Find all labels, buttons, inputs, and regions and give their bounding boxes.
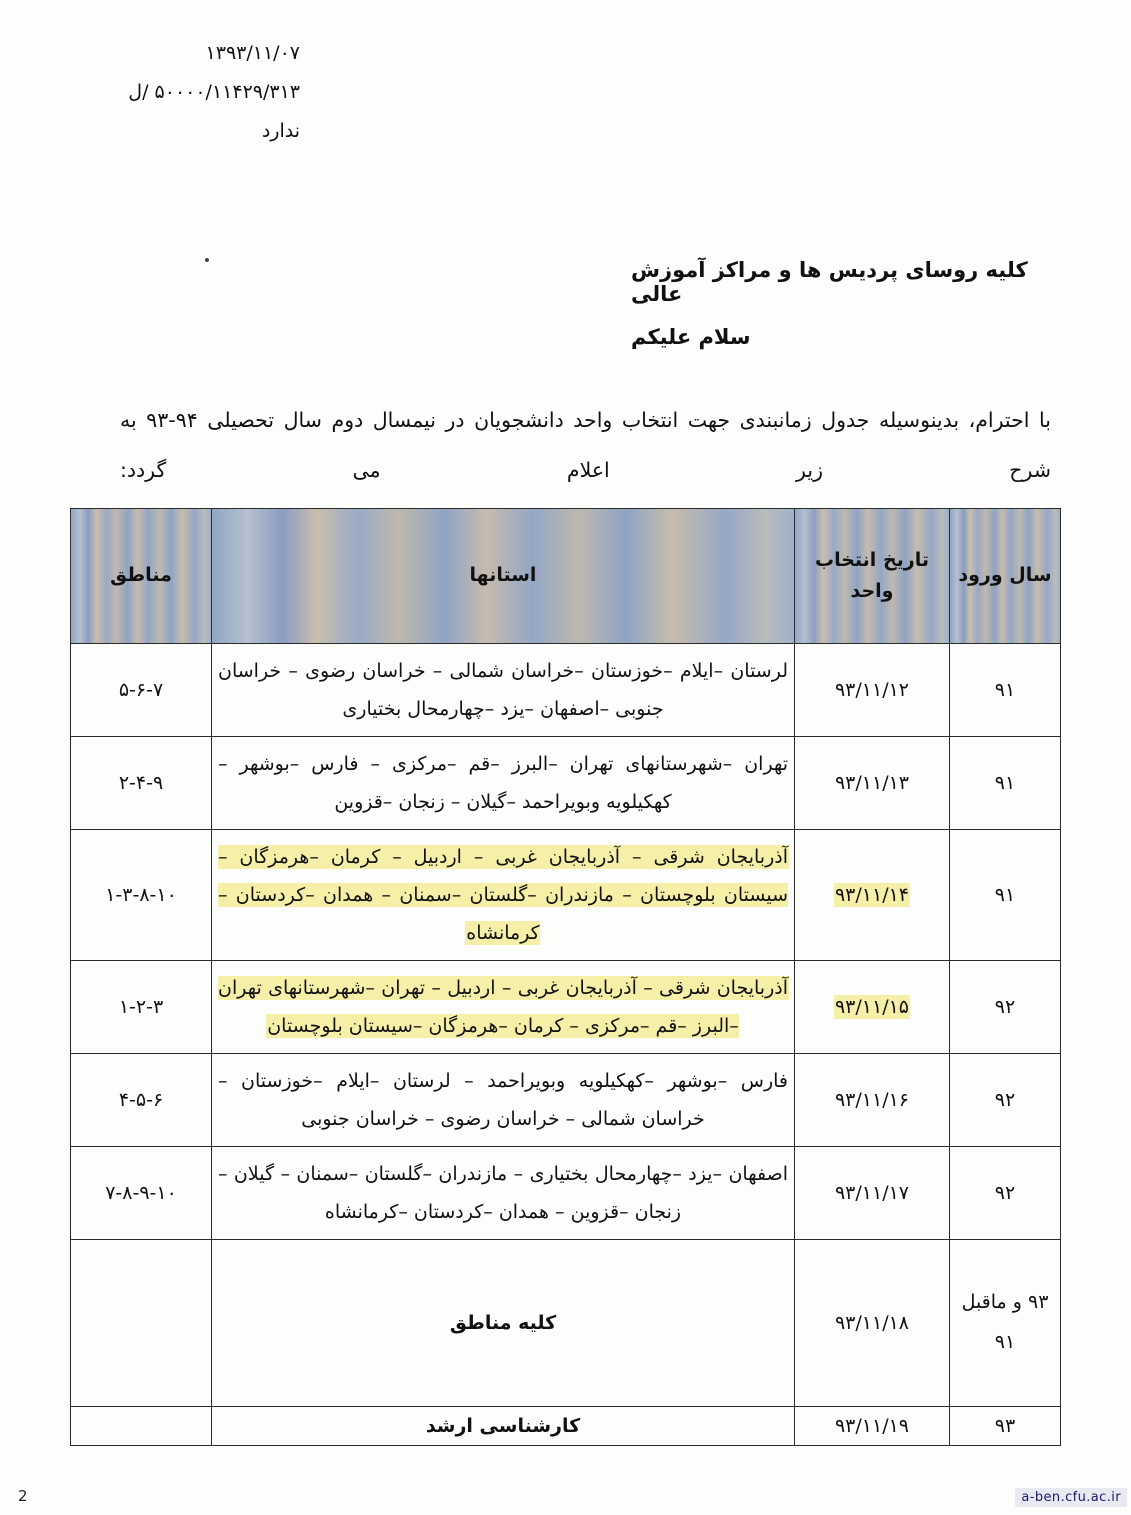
table-row (71, 1240, 1061, 1407)
cell-regions: ۱-۳-۸-۱۰ (71, 830, 212, 961)
letter-date: ۱۳۹۳/۱۱/۰۷ (205, 42, 300, 64)
cell-year: ۹۲ (950, 1147, 1061, 1240)
cell-provinces: تهران –شهرستانهای تهران –البرز –قم –مرکزی – فارس –بوشهر –کهکیلویه وبویراحمد –گیلان – زنجان –قزوین (212, 737, 795, 830)
table-row (71, 830, 1061, 961)
column-header-year: سال ورود (950, 509, 1061, 644)
cell-regions (71, 1240, 212, 1407)
cell-date: ۹۳/۱۱/۱۵ (795, 961, 950, 1054)
cell-provinces: کارشناسی ارشد (212, 1407, 795, 1446)
schedule-table (70, 508, 1061, 1446)
column-header-provinces: استانها (212, 509, 795, 644)
cell-regions: ۵-۶-۷ (71, 644, 212, 737)
cell-year: ۹۱ (950, 737, 1061, 830)
cell-regions: ۴-۵-۶ (71, 1054, 212, 1147)
cell-date: ۹۳/۱۱/۱۹ (795, 1407, 950, 1446)
cell-year: ۹۳ (950, 1407, 1061, 1446)
cell-regions (71, 1407, 212, 1446)
schedule-table-wrapper (70, 508, 1061, 1446)
table-row (71, 737, 1061, 830)
table-header (71, 509, 1061, 644)
salutation-line: سلام علیکم (631, 325, 751, 349)
cell-regions: ۱-۲-۳ (71, 961, 212, 1054)
letter-number: ۵۰۰۰۰/۱۱۴۲۹/۳۱۳ /ل (128, 80, 300, 103)
cell-date: ۹۳/۱۱/۱۲ (795, 644, 950, 737)
cell-date: ۹۳/۱۱/۱۸ (795, 1240, 950, 1407)
table-header-row (71, 509, 1061, 644)
cell-year: ۹۲ (950, 1054, 1061, 1147)
table-row (71, 1054, 1061, 1147)
table-row (71, 1407, 1061, 1446)
cell-year: ۹۱ (950, 830, 1061, 961)
cell-year: ۹۱ (950, 644, 1061, 737)
letter-attachment: ندارد (261, 119, 300, 142)
cell-year: ۹۲ (950, 961, 1061, 1054)
cell-provinces: آذربایجان شرقی – آذربایجان غربی – اردبیل – کرمان –هرمزگان –سیستان بلوچستان – مازندران –گلستان –سمنان – همدان –کردستان –کرمانشاه (212, 830, 795, 961)
cell-provinces: فارس –بوشهر –کهکیلویه وبویراحمد – لرستان –ایلام –خوزستان – خراسان شمالی – خراسان رضوی – خراسان جنوبی (212, 1054, 795, 1147)
page-number: 2 (18, 1487, 28, 1505)
column-header-regions: مناطق (71, 509, 212, 644)
table-body (71, 644, 1061, 1446)
cell-date: ۹۳/۱۱/۱۴ (795, 830, 950, 961)
table-row (71, 961, 1061, 1054)
addressee-line: کلیه روسای پردیس ها و مراکز آموزش عالی (631, 258, 1028, 306)
cell-year: ۹۳ و ماقبل ۹۱ (950, 1240, 1061, 1407)
cell-date: ۹۳/۱۱/۱۳ (795, 737, 950, 830)
column-header-date: تاریخ انتخاب واحد (795, 509, 950, 644)
cell-regions: ۷-۸-۹-۱۰ (71, 1147, 212, 1240)
letterhead (0, 34, 300, 151)
cell-date: ۹۳/۱۱/۱۷ (795, 1147, 950, 1240)
stray-ink-mark (205, 258, 209, 262)
cell-date: ۹۳/۱۱/۱۶ (795, 1054, 950, 1147)
source-url-stamp: a-ben.cfu.ac.ir (1015, 1488, 1127, 1507)
cell-provinces: آذربایجان شرقی – آذربایجان غربی – اردبیل – تهران –شهرستانهای تهران –البرز –قم –مرکزی – کرمان –هرمزگان –سیستان بلوچستان (212, 961, 795, 1054)
table-row (71, 1147, 1061, 1240)
intro-paragraph: با احترام، بدینوسیله جدول زمانبندی جهت انتخاب واحد دانشجویان در نیمسال دوم سال تحصیلی ۹۴-۹۳ به شرح زیر اعلام می گردد: (120, 408, 1051, 483)
cell-regions: ۲-۴-۹ (71, 737, 212, 830)
cell-provinces: کلیه مناطق (212, 1240, 795, 1407)
cell-provinces: اصفهان –یزد –چهارمحال بختیاری – مازندران –گلستان –سمنان – گیلان – زنجان –قزوین – همدان –کردستان –کرمانشاه (212, 1147, 795, 1240)
table-row (71, 644, 1061, 737)
cell-provinces: لرستان –ایلام –خوزستان –خراسان شمالی – خراسان رضوی – خراسان جنوبی –اصفهان –یزد –چهارمحال بختیاری (212, 644, 795, 737)
